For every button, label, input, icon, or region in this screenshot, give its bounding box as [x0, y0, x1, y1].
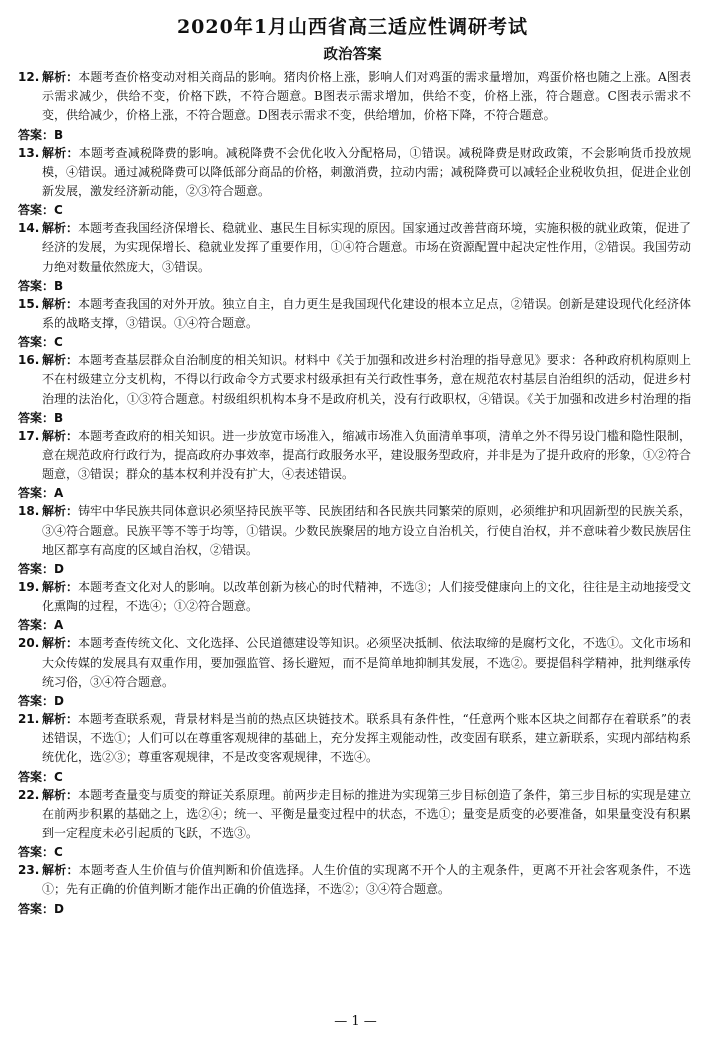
question-row: [14, 351, 691, 409]
question-number: 18.: [18, 504, 40, 519]
analysis-content: 本题考查减税降费的影响。减税降费不会优化收入分配格局，①错误。减税降费是财政政策，不会影响货币投放规模，④错误。通过减税降费可以降低部分商品的价格，刺激消费，拉动内需；减税降费可以减轻企业税收负担，促进企业创新发展，激发经济新动能，②③符合题意。: [42, 145, 691, 198]
question-number: 19.: [18, 579, 40, 594]
analysis-text: [42, 144, 691, 202]
analysis-label: 解析：: [42, 863, 79, 878]
answer-line: [14, 333, 691, 351]
answer-line: [14, 409, 691, 427]
question-row: [14, 219, 691, 277]
question-number: 23.: [18, 863, 40, 878]
question-row: [14, 144, 691, 202]
question-body: [42, 786, 691, 844]
analysis-text: [42, 68, 691, 126]
question-row: [14, 502, 691, 560]
analysis-content: 铸牢中华民族共同体意识必须坚持民族平等、民族团结和各民族共同繁荣的原则，必须维护和巩固新型的民族关系，③④符合题意。民族平等不等于均等，①错误。少数民族聚居的地方设立自治机关，行使自治权，并不意味着少数民族居住地区都享有高度的区域自治权，②错误。: [42, 504, 691, 557]
answer-value: C: [54, 845, 63, 860]
question-row: [14, 861, 691, 899]
answer-label: 答案：: [18, 127, 55, 142]
analysis-content: 本题考查基层群众自治制度的相关知识。材料中《关于加强和改进乡村治理的指导意见》要求：各种政府机构原则上不在村级建立分支机构，不得以行政命令方式要求村级承担有关行政性事务，意在规范农村基层自治组织的活动，促进乡村治理的法治化，①③符合题意。村级组织机构本身不是政府机关，没有行政职权，④错误。《关于加强和改进乡村治理的指: [42, 353, 691, 406]
question-block: [14, 502, 691, 578]
question-body: [42, 578, 691, 616]
answer-line: [14, 560, 691, 578]
answer-line: [14, 484, 691, 502]
analysis-content: 本题考查价格变动对相关商品的影响。猪肉价格上涨，影响人们对鸡蛋的需求量增加，鸡蛋价格也随之上涨。A图表示需求减少，供给不变，价格下跌，不符合题意。B图表示需求增加，供给不变，价格上涨，符合题意。C图表示需求不变，供给减少，价格上涨，不符合题意。D图表示需求不变，供给增加，价格下降，不符合题意。: [42, 70, 691, 123]
question-block: [14, 427, 691, 503]
question-block: [14, 295, 691, 351]
page-subtitle: 政治答案: [323, 46, 382, 63]
answer-line: [14, 768, 691, 786]
analysis-content: 本题考查文化对人的影响。以改革创新为核心的时代精神，不选③；人们接受健康向上的文化，往往是主动地接受文化熏陶的过程，不选④；①②符合题意。: [42, 579, 691, 614]
question-block: [14, 219, 691, 295]
question-body: [42, 634, 691, 692]
answer-value: B: [54, 127, 64, 142]
analysis-text: [42, 295, 691, 333]
answer-value: B: [54, 278, 64, 293]
answer-value: D: [54, 561, 64, 576]
answer-value: A: [54, 618, 64, 633]
answer-line: [14, 900, 691, 918]
analysis-content: 本题考查我国经济保增长、稳就业、惠民生目标实现的原因。国家通过改善营商环境，实施积极的就业政策，促进了经济的发展，为实现保增长、稳就业发挥了重要作用，①④符合题意。市场在资源配置中起决定性作用，②错误。我国劳动力绝对数量依然庞大，③错误。: [42, 221, 691, 274]
question-body: [42, 502, 691, 560]
question-list: [14, 68, 691, 918]
question-number: 21.: [18, 711, 40, 726]
analysis-content: 本题考查传统文化、文化选择、公民道德建设等知识。必须坚决抵制、依法取缔的是腐朽文化，不选①。文化市场和大众传媒的发展具有双重作用，要加强监管、扬长避短，而不是简单地抑制其发展，不选②。要提倡科学精神，批判继承传统习俗，③④符合题意。: [42, 636, 691, 689]
analysis-label: 解析：: [42, 636, 79, 651]
question-row: [14, 786, 691, 844]
question-body: [42, 427, 691, 485]
answer-value: A: [54, 486, 64, 501]
analysis-content: 本题考查联系观，背景材料是当前的热点区块链技术。联系具有条件性，“任意两个账本区块之间都存在着联系”的表述错误，不选①；人们可以在尊重客观规律的基础上，充分发挥主观能动性，改变固有联系，建立新联系，实现内部结构系统优化，选②③；尊重客观规律，不是改变客观规律，不选④。: [42, 711, 691, 765]
question-block: [14, 351, 691, 427]
question-row: [14, 634, 691, 692]
answer-line: [14, 616, 691, 634]
answer-label: 答案：: [18, 769, 55, 784]
question-block: [14, 578, 691, 634]
analysis-label: 解析：: [42, 711, 79, 726]
analysis-content: 本题考查人生价值与价值判断和价值选择。人生价值的实现离不开个人的主观条件，更离不开社会客观条件，不选①；先有正确的价值判断才能作出正确的价值选择，不选②；③④符合题意。: [42, 863, 691, 897]
question-number: 17.: [18, 428, 40, 443]
question-row: [14, 578, 691, 616]
analysis-label: 解析：: [42, 579, 79, 594]
question-body: [42, 861, 691, 899]
question-row: [14, 427, 691, 485]
analysis-label: 解析：: [42, 145, 79, 160]
answer-label: 答案：: [18, 901, 55, 916]
answer-line: [14, 277, 691, 295]
question-body: [42, 219, 691, 277]
question-row: [14, 295, 691, 333]
analysis-label: 解析：: [42, 221, 79, 236]
question-block: [14, 634, 691, 710]
question-block: [14, 861, 691, 917]
question-number: 14.: [18, 221, 40, 236]
question-number: 15.: [18, 296, 40, 311]
answer-label: 答案：: [18, 335, 55, 350]
analysis-text: [42, 861, 691, 899]
question-body: [42, 351, 691, 409]
analysis-text: [42, 710, 691, 768]
analysis-text: [42, 786, 691, 844]
answer-label: 答案：: [18, 486, 55, 501]
analysis-text: [42, 351, 691, 409]
analysis-label: 解析：: [42, 70, 79, 84]
analysis-content: 本题考查政府的相关知识。进一步放宽市场准入，缩减市场准入负面清单事项，清单之外不得另设门槛和隐性限制，意在规范政府行政行为，提高政府办事效率，提高行政服务水平，建设服务型政府，并非是为了提升政府的形象，①②符合题意，③错误；群众的基本权利并没有扩大，④表述错误。: [42, 428, 691, 482]
answer-value: C: [54, 769, 63, 784]
analysis-label: 解析：: [42, 504, 79, 519]
answer-value: C: [54, 335, 63, 350]
answer-label: 答案：: [18, 203, 55, 218]
question-block: [14, 786, 691, 862]
answer-line: [14, 126, 691, 144]
question-number: 16.: [18, 353, 40, 368]
analysis-text: [42, 578, 691, 616]
question-number: 12.: [18, 70, 40, 84]
answer-line: [14, 692, 691, 710]
question-block: [14, 144, 691, 220]
question-number: 20.: [18, 636, 40, 651]
question-row: [14, 68, 691, 126]
analysis-content: 本题考查我国的对外开放。独立自主，自力更生是我国现代化建设的根本立足点，②错误。创新是建设现代化经济体系的战略支撑，③错误。①④符合题意。: [42, 296, 691, 330]
question-body: [42, 68, 691, 126]
answer-label: 答案：: [18, 278, 55, 293]
question-block: [14, 710, 691, 786]
question-number: 13.: [18, 145, 40, 160]
answer-label: 答案：: [18, 561, 55, 576]
answer-label: 答案：: [18, 845, 55, 860]
question-body: [42, 144, 691, 202]
question-body: [42, 295, 691, 333]
analysis-text: [42, 427, 691, 485]
answer-label: 答案：: [18, 410, 55, 425]
analysis-content: 本题考查量变与质变的辩证关系原理。前两步走目标的推进为实现第三步目标创造了条件，第三步目标的实现是建立在前两步积累的基础之上，选②④；统一、平衡是量变过程中的状态，不选①；量变是质变的必要准备，如果量变没有积累到一定程度未必引起质的飞跃，不选③。: [42, 787, 691, 840]
analysis-text: [42, 634, 691, 692]
analysis-text: [42, 219, 691, 277]
page-number: — 1 —: [334, 1014, 377, 1029]
analysis-label: 解析：: [42, 787, 79, 802]
analysis-label: 解析：: [42, 428, 79, 443]
answer-value: C: [54, 203, 63, 218]
answer-value: D: [54, 901, 64, 916]
answer-value: B: [54, 410, 64, 425]
answer-line: [14, 843, 691, 861]
question-body: [42, 710, 691, 768]
question-row: [14, 710, 691, 768]
analysis-label: 解析：: [42, 353, 79, 368]
analysis-label: 解析：: [42, 296, 79, 311]
answer-label: 答案：: [18, 618, 55, 633]
question-block: [14, 68, 691, 144]
analysis-text: [42, 502, 691, 560]
answer-line: [14, 201, 691, 219]
page-title: 2020年1月山西省高三适应性调研考试: [176, 16, 529, 38]
answer-value: D: [54, 693, 64, 708]
question-number: 22.: [18, 787, 40, 802]
answer-label: 答案：: [18, 693, 55, 708]
